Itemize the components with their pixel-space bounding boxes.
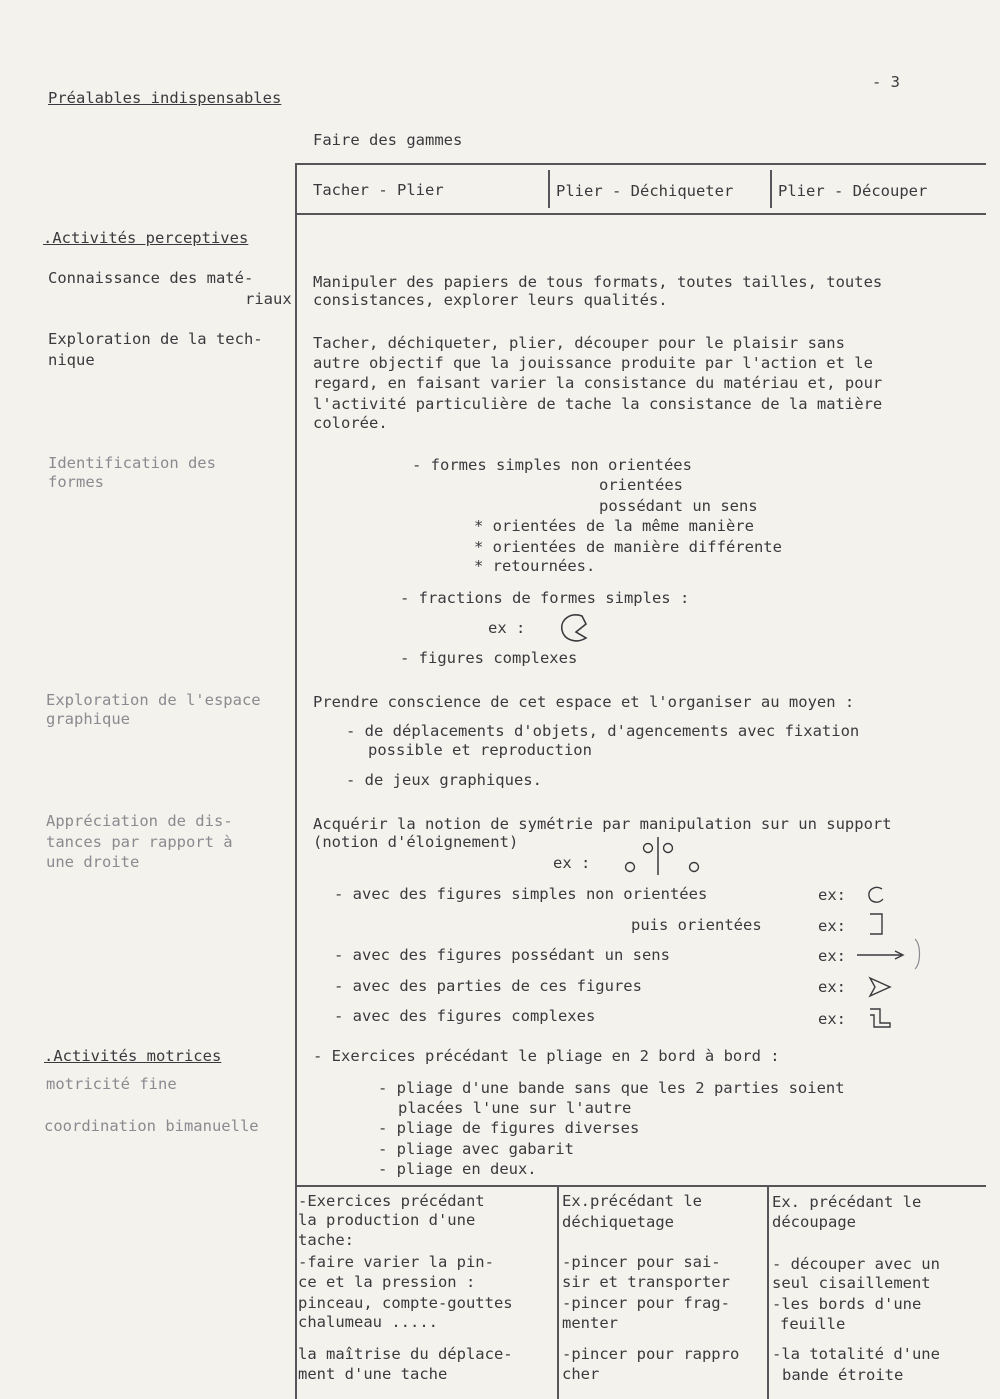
exploration-text-2: autre objectif que la jouissance produite par l'action et le [313, 354, 873, 372]
forme-line-4: * orientées de la même manière [474, 517, 754, 535]
col2-line-8: cher [562, 1365, 600, 1383]
pliage-item-5: - pliage en deux. [378, 1160, 537, 1178]
symmetry-ex-label: ex : [553, 854, 591, 872]
fraction-shape-icon [556, 610, 596, 646]
label-exploration-2: nique [48, 351, 95, 369]
col3-line-5: -les bords d'une [772, 1295, 922, 1313]
column-header-3: Plier - Découper [778, 182, 928, 200]
col1-line-2: la production d'une [298, 1211, 476, 1229]
example-ex-1: ex: [818, 886, 846, 904]
arrow-shape-icon [855, 935, 927, 971]
example-ex-5: ex: [818, 1010, 846, 1028]
espace-item-3: - de jeux graphiques. [346, 771, 542, 789]
forme-line-1: - formes simples non orientées [412, 456, 692, 474]
bracket-shape-icon [864, 910, 888, 938]
example-line-5: - avec des figures complexes [334, 1007, 596, 1025]
exploration-text-3: regard, en faisant varier la consistance du matériau et, pour [313, 374, 883, 392]
col2-line-2: déchiquetage [562, 1213, 674, 1231]
label-motricite-fine: motricité fine [46, 1075, 177, 1093]
pliage-item-1: - pliage d'une bande sans que les 2 parties soient [378, 1079, 845, 1097]
label-espace-2: graphique [46, 710, 130, 728]
table-left-rule [295, 163, 297, 1399]
label-identification-1: Identification des [48, 454, 216, 472]
col1-line-7: chalumeau ..... [298, 1313, 438, 1331]
espace-item-2: possible et reproduction [368, 741, 592, 759]
example-line-2: puis orientées [631, 916, 762, 934]
connaissance-text-1: Manipuler des papiers de tous formats, toutes tailles, toutes [313, 273, 883, 291]
col2-line-1: Ex.précédant le [562, 1192, 702, 1210]
col3-line-4: seul cisaillement [772, 1274, 931, 1292]
forme-line-3: possédant un sens [599, 497, 758, 515]
label-coordination: coordination bimanuelle [44, 1117, 259, 1135]
label-distances-2: tances par rapport à [46, 833, 233, 851]
forme-line-2: orientées [599, 476, 683, 494]
col3-line-6: feuille [780, 1315, 846, 1333]
label-exploration-1: Exploration de la tech- [48, 330, 263, 348]
example-line-1: - avec des figures simples non orientées [334, 885, 708, 903]
col3-line-8: bande étroite [782, 1366, 904, 1384]
col3-line-7: -la totalité d'une [772, 1345, 940, 1363]
col1-line-1: -Exercices précédant [298, 1192, 485, 1210]
col3-line-2: découpage [772, 1213, 856, 1231]
col3-line-1: Ex. précédant le [772, 1193, 922, 1211]
col2-line-3: -pincer pour sai- [562, 1253, 721, 1271]
open-circle-icon [864, 885, 888, 905]
bottom-table-rule [296, 1185, 986, 1187]
col1-line-5: ce et la pression : [298, 1273, 476, 1291]
col1-line-3: tache: [298, 1231, 354, 1249]
espace-item-1: - de déplacements d'objets, d'agencements avec fixation [346, 722, 860, 740]
col1-line-8: la maîtrise du déplace- [298, 1345, 513, 1363]
col2-line-4: sir et transporter [562, 1273, 730, 1291]
complex-shape-icon [866, 1003, 894, 1031]
espace-intro: Prendre conscience de cet espace et l'organiser au moyen : [313, 693, 855, 711]
example-line-3: - avec des figures possédant un sens [334, 946, 670, 964]
table-title: Faire des gammes [313, 131, 463, 149]
symmetry-circles-icon [618, 835, 708, 877]
pliage-item-4: - pliage avec gabarit [378, 1140, 574, 1158]
section-title: Préalables indispensables [48, 89, 282, 107]
motrices-intro: - Exercices précédant le pliage en 2 bord à bord : [313, 1047, 780, 1065]
col1-line-4: -faire varier la pin- [298, 1253, 494, 1271]
exploration-text-5: colorée. [313, 414, 388, 432]
table-top-rule [296, 163, 986, 165]
bottom-divider-2 [767, 1185, 769, 1399]
col2-line-5: -pincer pour frag- [562, 1294, 730, 1312]
example-line-4: - avec des parties de ces figures [334, 977, 642, 995]
distances-text-1: Acquérir la notion de symétrie par manipulation sur un support [313, 815, 892, 833]
label-connaissance-1: Connaissance des maté- [48, 269, 254, 287]
fractions-line: - fractions de formes simples : [400, 589, 690, 607]
column-header-1: Tacher - Plier [313, 181, 444, 199]
col3-line-3: - découper avec un [772, 1255, 940, 1273]
page-number: - 3 [872, 73, 900, 91]
pliage-item-2: placées l'une sur l'autre [398, 1099, 632, 1117]
connaissance-text-2: consistances, explorer leurs qualités. [313, 291, 668, 309]
forme-line-5: * orientées de manière différente [474, 538, 782, 556]
col1-line-6: pinceau, compte-gouttes [298, 1294, 513, 1312]
example-ex-4: ex: [818, 978, 846, 996]
chevron-shape-icon [864, 974, 894, 1000]
header-divider-2 [770, 170, 772, 208]
exploration-text-1: Tacher, déchiqueter, plier, découper pour le plaisir sans [313, 334, 845, 352]
label-espace-1: Exploration de l'espace [46, 691, 261, 709]
label-distances-1: Appréciation de dis- [46, 812, 233, 830]
label-connaissance-2: riaux [245, 290, 292, 308]
column-header-2: Plier - Déchiqueter [556, 182, 734, 200]
col1-line-9: ment d'une tache [298, 1365, 448, 1383]
col2-line-6: menter [562, 1314, 618, 1332]
header-bottom-rule [296, 213, 986, 215]
example-ex-2: ex: [818, 917, 846, 935]
header-divider-1 [548, 170, 550, 208]
complexes-line: - figures complexes [400, 649, 578, 667]
pliage-item-3: - pliage de figures diverses [378, 1119, 640, 1137]
fraction-ex-label: ex : [488, 619, 526, 637]
exploration-text-4: l'activité particulière de tache la consistance de la matière [313, 395, 883, 413]
heading-activites-motrices: .Activités motrices [44, 1047, 222, 1065]
distances-text-2: (notion d'éloignement) [313, 833, 519, 851]
example-ex-3: ex: [818, 947, 846, 965]
bottom-divider-1 [557, 1185, 559, 1399]
heading-activites-perceptives: .Activités perceptives [43, 229, 249, 247]
label-identification-2: formes [48, 473, 104, 491]
forme-line-6: * retournées. [474, 557, 596, 575]
label-distances-3: une droite [46, 853, 140, 871]
col2-line-7: -pincer pour rappro [562, 1345, 740, 1363]
